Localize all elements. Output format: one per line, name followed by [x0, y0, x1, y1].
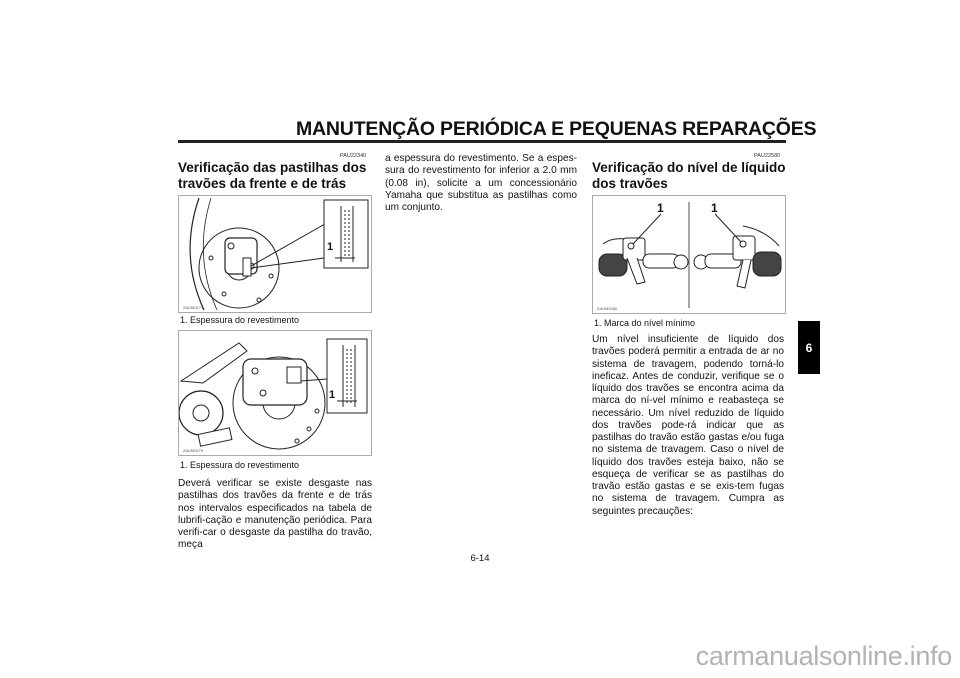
- figure-front-brake-caliper: [178, 195, 372, 313]
- section-ref-code: PAU22340: [340, 153, 367, 159]
- brake-caliper-illustration: [179, 196, 371, 312]
- body-paragraph: Deverá verificar se existe desgaste nas pastilhas dos travões da frente e de trás nos intervalos especificados na tabela de lubrifi-cação e manutenção periódica. Para verifi-car o desgaste da pastilha do travão, meça: [178, 478, 372, 551]
- section-title-line: travões da frente e de trás: [178, 176, 347, 191]
- figure-code: ZAUM0271: [183, 305, 204, 310]
- page-header-title: MANUTENÇÃO PERIÓDICA E PEQUENAS REPARAÇÕES: [296, 118, 817, 140]
- handlebar-reservoir-illustration: [593, 196, 785, 313]
- figure-code: ZAUM0280: [597, 306, 618, 311]
- section-title-brake-fluid: [592, 160, 786, 192]
- figure-callout: 1: [657, 201, 664, 215]
- section-ref-code: PAU22580: [754, 153, 781, 159]
- figure-callout: 1: [327, 241, 334, 253]
- body-paragraph: Um nível insuficiente de líquido dos travões poderá permitir a entrada de ar no sistema de travagem, podendo torná-lo ineficaz. Antes de conduzir, verifique se o líquido dos travões se encontra acima da marca do ní-vel mínimo e reabasteça se necessário. Um nível reduzido de líquido dos travões pode-rá indicar que as pastilhas do travão estão gastas e/ou fuga no sistema de travagem. Caso o nível de líquido dos travões esteja baixo, não se esqueça de verificar se as pastilhas do travão estão gastas e se exis-tem fugas no sistema de travagem. Cumpra as seguintes precauções:: [592, 334, 784, 517]
- figure-code: ZAUM0275: [183, 448, 204, 453]
- section-title-line: Verificação do nível de líquido: [592, 160, 786, 175]
- body-paragraph: a espessura do revestimento. Se a espes-sura do revestimento for inferior a 2.0 mm (0.08 in), solicite a um concessionário Yamaha que substitua as pastilhas como um conjunto.: [385, 153, 577, 213]
- page-number: 6-14: [470, 553, 490, 564]
- section-title-brake-pads: [178, 160, 366, 192]
- figure-caption: 1. Espessura do revestimento: [180, 460, 300, 470]
- section-title-line: dos travões: [592, 176, 668, 191]
- site-watermark: carmanualsonline.info: [695, 641, 952, 671]
- figure-callout: 1: [711, 201, 718, 215]
- figure-caption: 1. Marca do nível mínimo: [594, 318, 696, 328]
- figure-caption: 1. Espessura do revestimento: [180, 315, 300, 325]
- brake-caliper-illustration: [179, 331, 371, 455]
- chapter-tab: 6: [798, 321, 820, 374]
- section-title-line: Verificação das pastilhas dos: [178, 160, 367, 175]
- header-rule: [178, 140, 786, 143]
- figure-callout: 1: [329, 389, 336, 401]
- figure-rear-brake-caliper: [178, 330, 372, 456]
- figure-brake-fluid-reservoirs: [592, 195, 786, 314]
